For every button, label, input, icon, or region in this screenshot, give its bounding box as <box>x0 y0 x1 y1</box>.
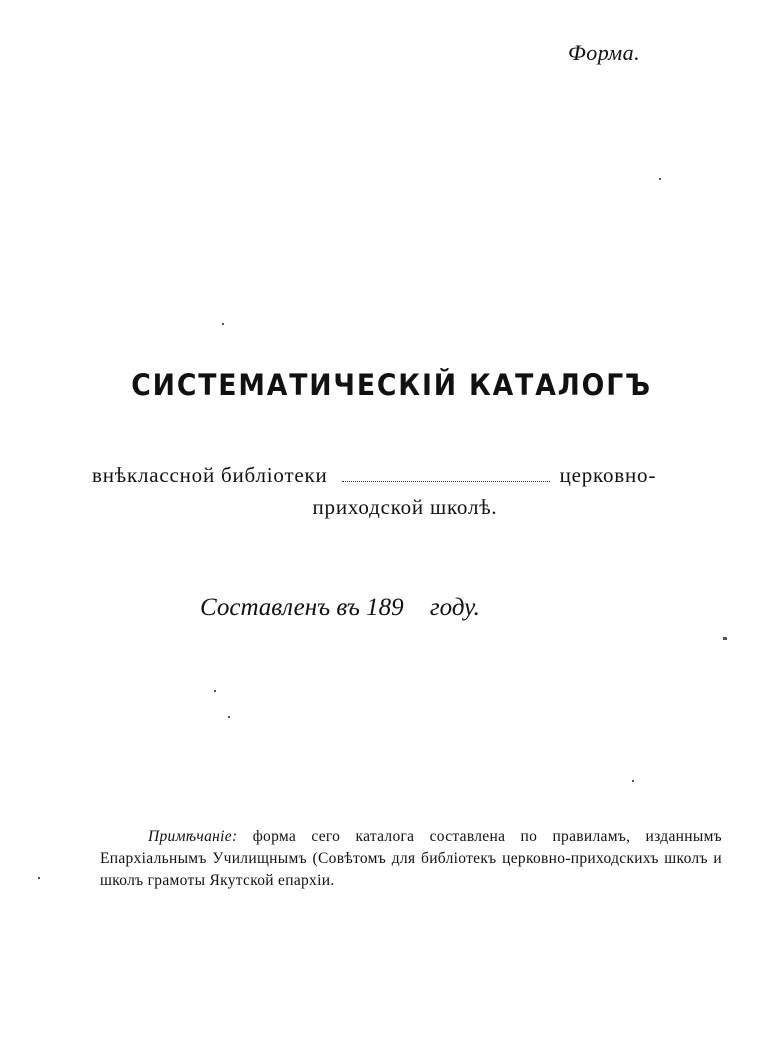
print-speck <box>632 780 634 782</box>
note-text: форма сего каталога составлена по правиламъ, изданнымъ Епархіальнымъ Училищнымъ (Совѣтомъ для библіотекъ церковно-приходскихъ школъ и школъ грамоты Якутской епархіи. <box>100 828 722 889</box>
print-speck <box>214 690 216 692</box>
print-speck <box>38 877 40 879</box>
print-speck <box>222 323 224 325</box>
print-speck <box>659 178 661 180</box>
catalog-title: СИСТЕМАТИЧЕСКІЙ КАТАЛОГЪ <box>131 368 652 402</box>
composed-text: Составленъ въ <box>200 594 360 621</box>
print-speck <box>723 637 727 640</box>
composed-suffix: году. <box>429 594 480 621</box>
form-label: Форма. <box>568 40 641 65</box>
composed-year: 189 <box>366 594 404 621</box>
subtitle-start: внѣклассной библіотеки <box>92 463 328 487</box>
composed-line <box>200 594 480 622</box>
blank-fill-line <box>342 467 550 482</box>
footnote <box>100 826 722 892</box>
note-label: Примѣчаніе: <box>148 828 238 845</box>
subtitle-end: церковно- <box>559 463 657 487</box>
subtitle-line-2: приходской школѣ. <box>312 495 498 519</box>
subtitle-line-1 <box>92 463 722 488</box>
print-speck <box>228 716 230 718</box>
